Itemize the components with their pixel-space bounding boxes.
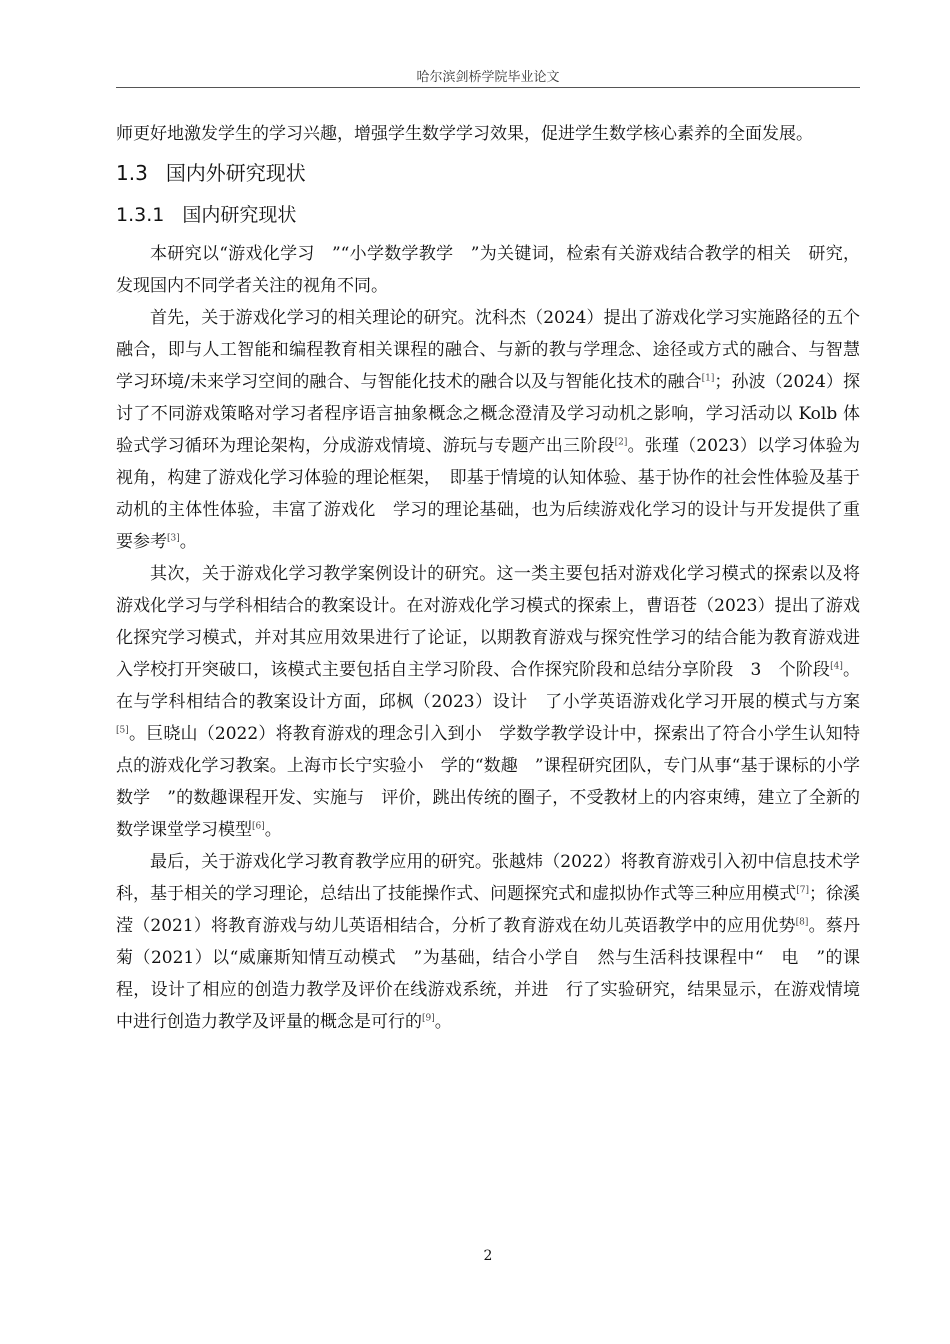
page-header: 哈尔滨剑桥学院毕业论文 [416,70,560,85]
paragraph-text: 。在与学科相结合的教案设计方面，邱枫（2023）设计 了小学英语游戏化学习开展的模式与方案 [116,660,860,712]
subsection-heading [116,198,860,232]
paragraph-text: 最后，关于游戏化学习教育教学应用的研究。张越炜（2022）将教育游戏引入初中信息技术学科，基于相关的学习理论，总结出了技能操作式、问题探究式和虚拟协作式等三种应用模式 [116,852,860,904]
paragraph-text: 本研究以“游戏化学习 ”“小学数学教学 ”为关键词，检索有关游戏结合教学的相关 研究，发现国内不同学者关注的视角不同。 [116,244,860,296]
header-rule [116,87,860,88]
intro-continuation: 师更好地激发学生的学习兴趣，增强学生数学学习效果，促进学生数学核心素养的全面发展。 [116,124,813,144]
page-number: 2 [483,1248,493,1264]
paragraph-text: 首先，关于游戏化学习的相关理论的研究。沈科杰（2024）提出了游戏化学习实施路径的五个融合，即与人工智能和编程教育相关课程的融合、与新的教与学理念、途径或方式的融合、与智慧学习环境/未来学习空间的融合、与智能化技术的融合以及与智能化技术的融合 [116,308,860,392]
paragraph-text: 。 [434,1012,452,1032]
body-paragraph [116,302,860,558]
citation-marker: [6] [252,821,265,832]
section-heading [116,156,860,190]
paragraph-text: 。 [264,820,282,840]
body-paragraphs [116,238,860,1038]
body-paragraph [116,238,860,302]
paragraph-text: 。 [179,532,197,552]
paragraph-text: ；孙波（2024）探讨了不同游戏策略对学习者程序语言抽象概念之概念澄清及学习动机之影响，学习活动以 Kolb 体验式学习循环为理论架构，分成游戏情境、游玩与专题产出三阶段 [116,372,860,456]
paragraph-text: 。张瑾（2023）以学习体验为视角，构建了游戏化学习体验的理论框架， 即基于情境的认知体验、基于协作的社会性体验及基于动机的主体性体验，丰富了游戏化 学习的理论基础，也为后续游戏化学习的设计与开发提供了重要参考 [116,436,861,552]
citation-marker: [9] [422,1013,435,1024]
section-title: 国内外研究现状 [165,161,306,185]
paragraph-text: ；徐溪滢（2021）将教育游戏与幼儿英语相结合，分析了教育游戏在幼儿英语教学中的应用优势 [116,884,861,936]
paragraph-text: 其次，关于游戏化学习教学案例设计的研究。这一类主要包括对游戏化学习模式的探索以及将游戏化学习与学科相结合的教案设计。在对游戏化学习模式的探索上，曹语苍（2023）提出了游戏化探究学习模式，并对其应用效果进行了论证，以期教育游戏与探究性学习的结合能为教育游戏进入学校打开突破口，该模式主要包括自主学习阶段、合作探究阶段和总结分享阶段 3 个阶段 [116,564,860,680]
citation-marker: [8] [795,917,809,928]
paragraph-text: 。蔡丹菊（2021）以“威廉斯知情互动模式 ”为基础，结合小学自 然与生活科技课程中“ 电 ”的课程，设计了相应的创造力教学及评价在线游戏系统，并进 行了实验研究，结果显示，在游戏情境中进行创造力教学及评量的概念是可行的 [116,916,861,1032]
body-paragraph [116,846,860,1038]
body-paragraph [116,558,860,846]
section-number: 1.3 [116,161,148,185]
citation-marker: [1] [701,373,715,384]
page-content [116,118,860,1038]
subsection-number: 1.3.1 [116,204,165,226]
citation-marker: [4] [830,661,843,672]
citation-marker: [3] [167,533,180,544]
citation-marker: [2] [614,437,628,448]
subsection-title: 国内研究现状 [182,204,297,226]
paragraph-text: 。巨晓山（2022）将教育游戏的理念引入到小 学数学教学设计中，探索出了符合小学生认知特点的游戏化学习教案。上海市长宁实验小 学的“数趣 ”课程研究团队，专门从事“基于课标的小学数学 ”的数趣课程开发、实施与 评价，跳出传统的圈子，不受教材上的内容束缚，建立了全新的数学课堂学习模型 [116,724,860,840]
citation-marker: [7] [796,885,809,896]
citation-marker: [5] [116,725,129,736]
